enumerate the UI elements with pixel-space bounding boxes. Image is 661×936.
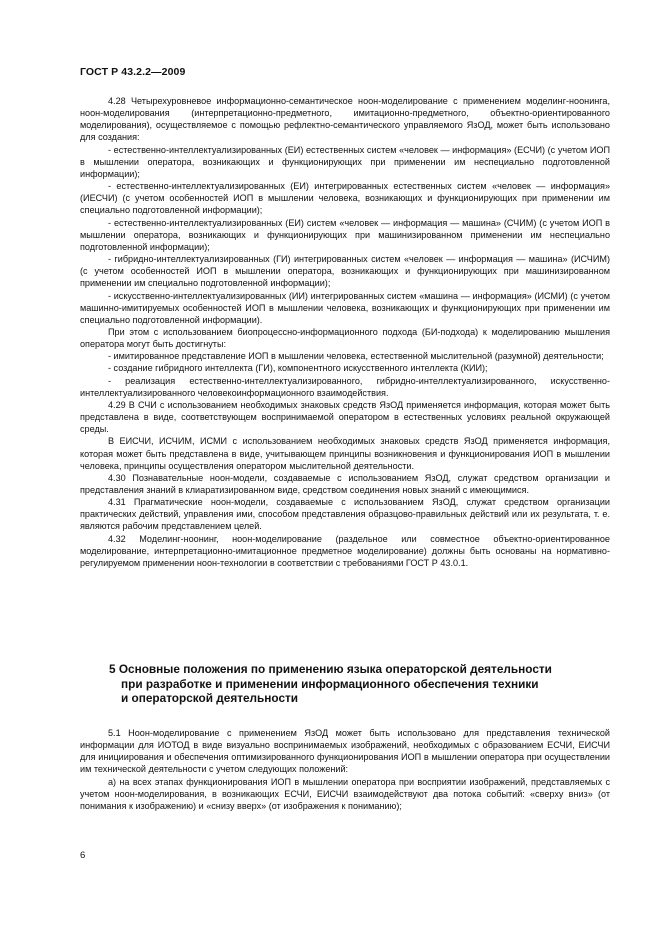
section-5-body [80, 727, 610, 812]
page-number: 6 [80, 850, 86, 861]
list-item: - естественно-интеллектуализированных (ЕИ) интегрированных естественных систем «человек — информация» (ИЕСЧИ) (с учетом особенностей ИОП в мышлении человека, возникающих и функционирующих при применении им специально подготовленной информации); [80, 181, 610, 216]
section-4-body [80, 95, 610, 569]
paragraph-4-29: 4.29 В СЧИ с использованием необходимых знаковых средств ЯзОД применяется информация, которая может быть представлена в виде, соответствующем воспринимаемой оператором в естественных условиях реальной окружающей среды. [80, 399, 610, 435]
paragraph-4-30: 4.30 Познавательные ноон-модели, создаваемые с использованием ЯзОД, служат средством организации и представления знаний в клиаратизированном виде, средством соединения новых знаний с имеющимися. [80, 472, 610, 495]
paragraph: При этом с использованием биопроцессно-информационного подхода (БИ-подхода) к моделированию мышления оператора могут быть достигнуты: [80, 326, 610, 350]
paragraph-4-31: 4.31 Прагматические ноон-модели, создаваемые с использованием ЯзОД, служат средством организации практических действий, управления ими, способом представления образцово-правильных действий или их результата, т. е. являются рабочим представлением целей. [80, 497, 610, 532]
heading-line: 5 Основные положения по применению языка операторской деятельности [109, 662, 552, 676]
section-5-heading [109, 662, 614, 706]
paragraph: В ЕИСЧИ, ИСЧИМ, ИСМИ с использованием необходимых знаковых средств ЯзОД применяется информация, которая может быть представлена в виде, учитывающем принципы возникновения и функционирования ИОП в мышлении человека, принципы осуществления оператором мыслительной деятельности. [80, 436, 610, 471]
paragraph-4-32: 4.32 Моделинг-ноонинг, ноон-моделирование (раздельное или совместное объектно-ориентированное моделирование, интерпретационно-имитационное предметное моделирование) должны быть основаны на нормативно-регулируемом применении ноон-технологии в соответствии с требованиями ГОСТ Р 43.0.1. [80, 533, 610, 568]
list-item: - искусственно-интеллектуализированных (ИИ) интегрированных систем «машина — информация» (ИСМИ) (с учетом машинно-имитируемых особенностей ИОП в мышлении человека, возникающих и функционирующих при применении им специально подготовленной информации). [80, 290, 610, 325]
list-item: - естественно-интеллектуализированных (ЕИ) систем «человек — информация — машина» (СЧИМ) (с учетом ИОП в мышлении оператора, возникающих и функционирующих при машинизированном применении им неспециально подготовленной информации); [80, 217, 610, 252]
list-item: - создание гибридного интеллекта (ГИ), компонентного искусственного интеллекта (КИИ); [108, 363, 488, 374]
list-item: - реализация естественно-интеллектуализированного, гибридно-интеллектуализированного, искусственно-интеллектуализированного человекоинформационного взаимодействия. [80, 375, 610, 398]
list-item: а) на всех этапах функционирования ИОП в мышлении оператора при восприятии изображений, представляемых с учетом ноон-моделирования, в возникающих ЕСЧИ, ЕИСЧИ взаимодействуют два потока событий: «сверху вниз» (от понимания к изображению) и «снизу вверх» (от изображения к пониманию); [80, 776, 610, 811]
heading-line: при разработке и применении информационного обеспечения техники [121, 676, 539, 691]
list-item: - имитированное представление ИОП в мышлении человека, естественной мыслительной (разумной) деятельности; [108, 351, 604, 362]
paragraph-5-1: 5.1 Ноон-моделирование с применением ЯзОД может быть использовано для представления технической информации для ИОТОД в виде визуально воспринимаемых изображений, необходимых с образованием ЕСЧИ, ЕИСЧИ для инициирования и обеспечения оптимизированного функционирования ИОП в мышлении оператора при осуществлении им технической деятельности с учетом следующих положений: [80, 728, 610, 775]
heading-line: и операторской деятельности [121, 691, 299, 706]
document-header: ГОСТ Р 43.2.2—2009 [80, 66, 186, 78]
paragraph-4-28: 4.28 Четырехуровневое информационно-семантическое ноон-моделирование с применением моделинг-ноонинга, ноон-моделирования (интерпретационно-предметного, имитационно-предметного, объектно-ориентированного моделирования), осуществляемое с помощью рефлектно-семантического управляемого ЯзОД, может быть использовано для создания: [80, 96, 610, 143]
list-item: - естественно-интеллектуализированных (ЕИ) естественных систем «человек — информация» (ЕСЧИ) (с учетом ИОП в мышлении оператора, возникающих и функционирующих при применении им неспециально подготовленной информации); [80, 144, 610, 179]
list-item: - гибридно-интеллектуализированных (ГИ) интегрированных систем «человек — информация — машина» (ИСЧИМ) (с учетом особенностей ИОП в мышлении оператора, возникающих и функционирующих при машинизированном применении им специально подготовленной информации); [80, 254, 610, 289]
